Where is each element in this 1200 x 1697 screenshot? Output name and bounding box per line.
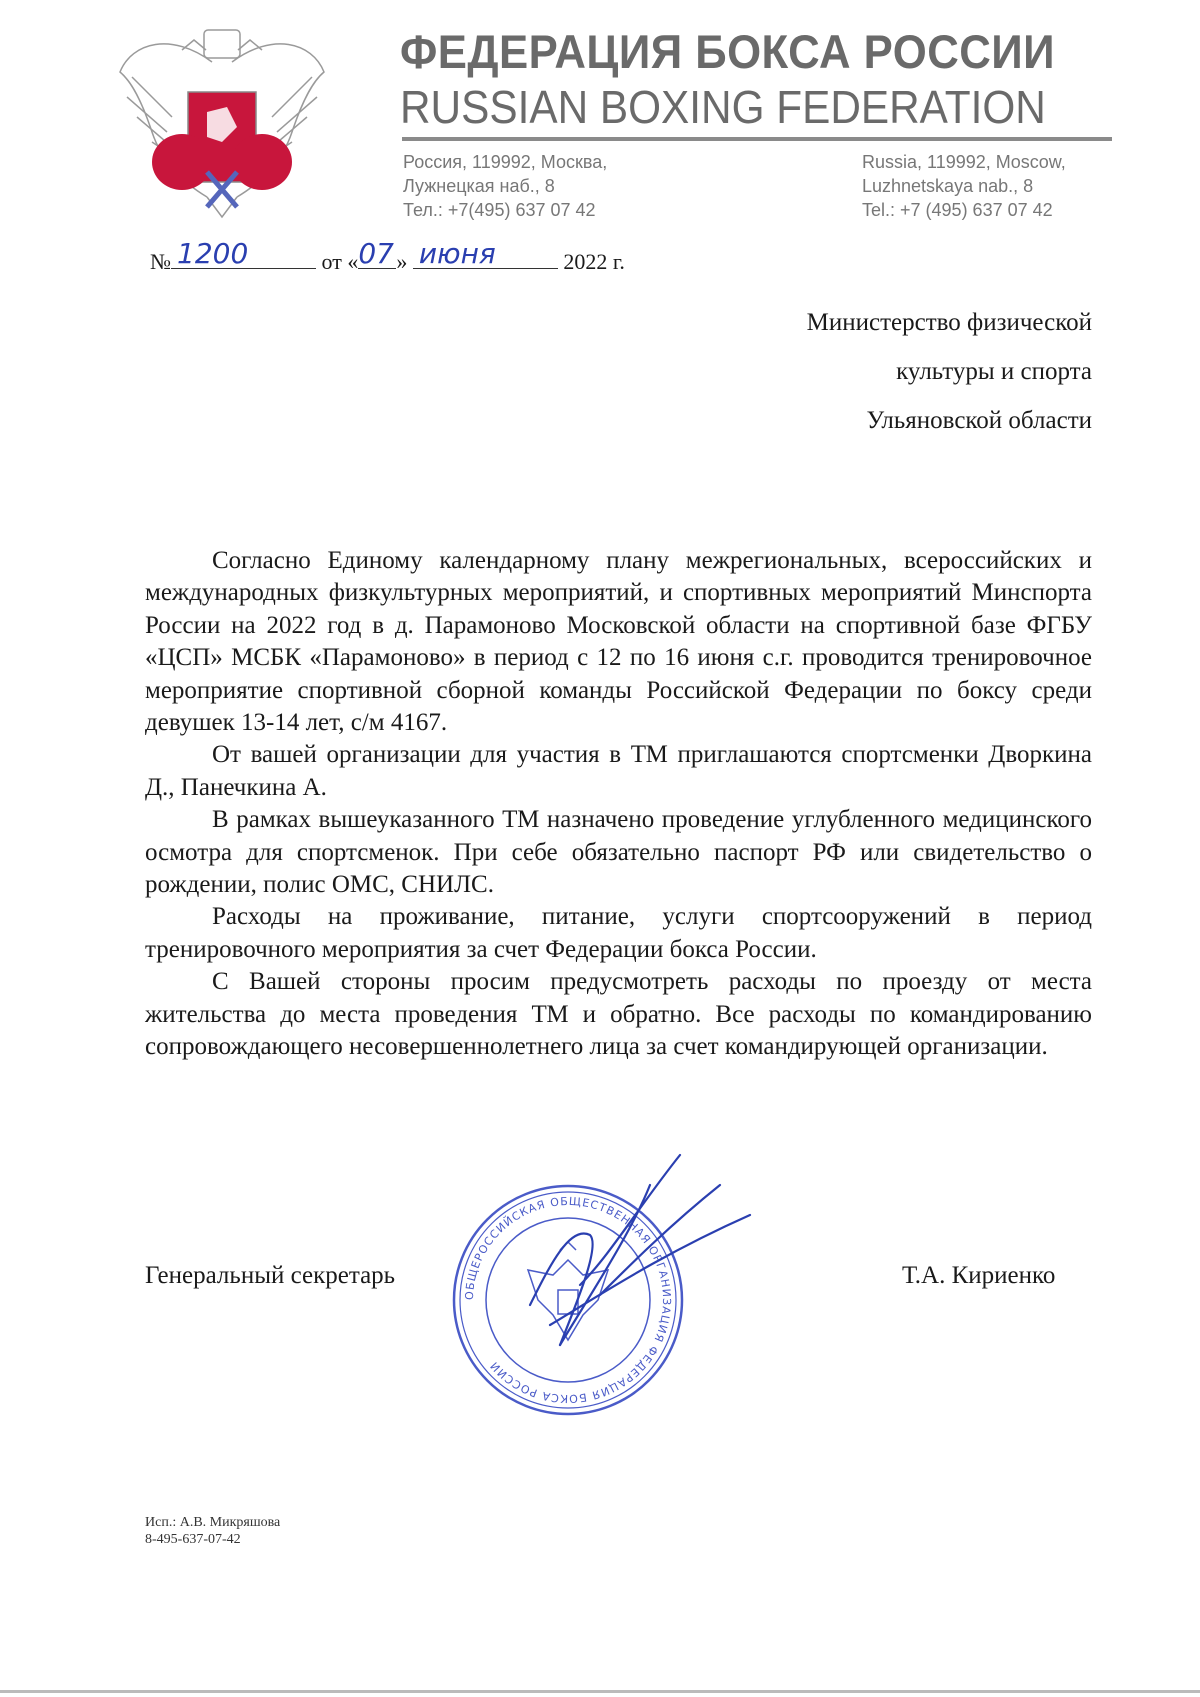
org-name-ru: ФЕДЕРАЦИЯ БОКСА РОССИИ: [400, 25, 1056, 78]
from-label: от «: [321, 249, 359, 274]
signatory-title: Генеральный секретарь: [145, 1262, 396, 1289]
body-paragraph: С Вашей стороны просим предусмотреть расходы по проезду от места жительства до места проведения ТМ и обратно. Все расходы по командированию сопровождающего несовершеннолетнего лица за счет командирующей организации.: [145, 968, 1092, 1061]
address-ru-line: Россия, 119992, Москва,: [403, 152, 608, 172]
reference-month: июня: [418, 237, 496, 270]
addressee-line: культуры и спорта: [896, 358, 1092, 385]
address-ru-line: Лужнецкая наб., 8: [403, 176, 555, 196]
address-en-line: Luzhnetskaya nab., 8: [862, 176, 1034, 196]
address-en-line: Russia, 119992, Moscow,: [862, 152, 1066, 172]
reference-year: 2022 г.: [563, 249, 625, 274]
addressee-line: Министерство физической: [806, 309, 1092, 336]
boxing-federation-emblem-logo: [112, 22, 332, 222]
address-en: [862, 150, 1066, 222]
address-en-line: Tel.: +7 (495) 637 07 42: [862, 200, 1053, 220]
org-name-en: RUSSIAN BOXING FEDERATION: [400, 81, 1046, 133]
reference-line: [150, 237, 625, 275]
executor-name: Исп.: А.В. Микряшова: [145, 1515, 281, 1530]
stamp-text: ОБЩЕРОССИЙСКАЯ ОБЩЕСТВЕННАЯ ОРГАНИЗАЦИЯ ФЕДЕРАЦИЯ БОКСА РОССИИ: [462, 1194, 674, 1406]
body-paragraph: Согласно Единому календарному плану межрегиональных, всероссийских и международных физкультурных мероприятий, и спортивных мероприятий Минспорта России на 2022 год в д. Парамоново Московской области на спортивной базе ФГБУ «ЦСП» МСБК «Парамоново» в период с 12 по 16 июня с.г. проводится тренировочное мероприятие спортивной сборной команды Российской Федерации по боксу среди девушек 13-14 лет, с/м 4167.: [145, 547, 1092, 737]
number-label: №: [150, 249, 171, 274]
body-paragraph: В рамках вышеуказанного ТМ назначено проведение углубленного медицинского осмотра для спортсменок. При себе обязательно паспорт РФ или свидетельство о рождении, полис ОМС, СНИЛС.: [145, 806, 1092, 899]
body-paragraph: Расходы на проживание, питание, услуги спортсооружений в период тренировочного мероприятия за счет Федерации бокса России.: [145, 903, 1092, 963]
signatory-name: Т.А. Кириенко: [902, 1262, 1056, 1289]
reference-number: 1200: [177, 237, 249, 270]
letter-body: [145, 545, 1092, 1064]
addressee-line: Ульяновской области: [866, 407, 1092, 434]
executor-info: [145, 1514, 280, 1548]
executor-phone: 8-495-637-07-42: [145, 1532, 241, 1547]
address-ru-line: Тел.: +7(495) 637 07 42: [403, 200, 596, 220]
addressee: [807, 298, 1092, 445]
address-ru: [403, 150, 607, 222]
day-close: »: [396, 249, 408, 274]
handwritten-signature: [520, 1145, 760, 1375]
scan-edge: [0, 1690, 1200, 1693]
reference-day: 07: [358, 237, 394, 270]
body-paragraph: От вашей организации для участия в ТМ приглашаются спортсменки Дворкина Д., Панечкина А.: [145, 741, 1092, 801]
letterhead-divider: [402, 137, 1112, 141]
